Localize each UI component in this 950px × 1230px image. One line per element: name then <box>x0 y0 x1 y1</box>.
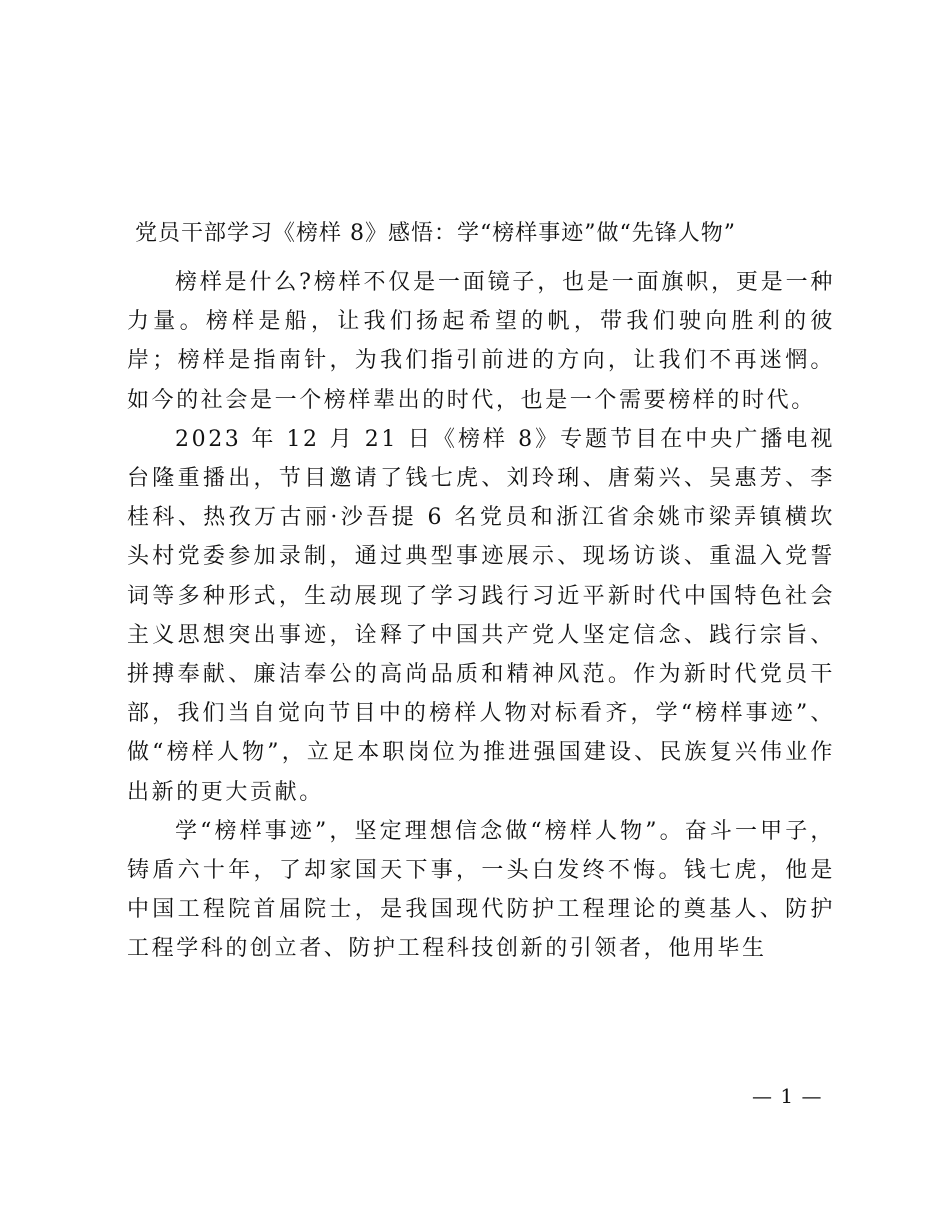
page-number: — 1 — <box>752 1084 823 1108</box>
document-body <box>127 263 835 969</box>
paragraph-program: 2023 年 12 月 21 日《榜样 8》专题节目在中央广播电视台隆重播出，节目邀请了钱七虎、刘玲琍、唐菊兴、吴惠芳、李桂科、热孜万古丽·沙吾提 6 名党员和浙江省余姚市梁弄镇横坎头村党委参加录制，通过典型事迹展示、现场访谈、重温入党誓词等多种形式，生动展现了学习践行习近平新时代中国特色社会主义思想突出事迹，诠释了中国共产党人坚定信念、践行宗旨、拼搏奉献、廉洁奉公的高尚品质和精神风范。作为新时代党员干部，我们当自觉向节目中的榜样人物对标看齐，学“榜样事迹”、做“榜样人物”，立足本职岗位为推进强国建设、民族复兴伟业作出新的更大贡献。 <box>127 426 835 805</box>
document-title: 党员干部学习《榜样 8》感悟：学“榜样事迹”做“先锋人物” <box>135 221 736 246</box>
paragraph-intro: 榜样是什么?榜样不仅是一面镜子，也是一面旗帜，更是一种力量。榜样是船，让我们扬起希望的帆，带我们驶向胜利的彼岸；榜样是指南针，为我们指引前进的方向，让我们不再迷惘。如今的社会是一个榜样辈出的时代，也是一个需要榜样的时代。 <box>127 270 835 413</box>
paragraph-example: 学“榜样事迹”，坚定理想信念做“榜样人物”。奋斗一甲子，铸盾六十年，了却家国天下事，一头白发终不悔。钱七虎，他是中国工程院首届院士，是我国现代防护工程理论的奠基人、防护工程学科的创立者、防护工程科技创新的引领者，他用毕生 <box>127 818 835 962</box>
